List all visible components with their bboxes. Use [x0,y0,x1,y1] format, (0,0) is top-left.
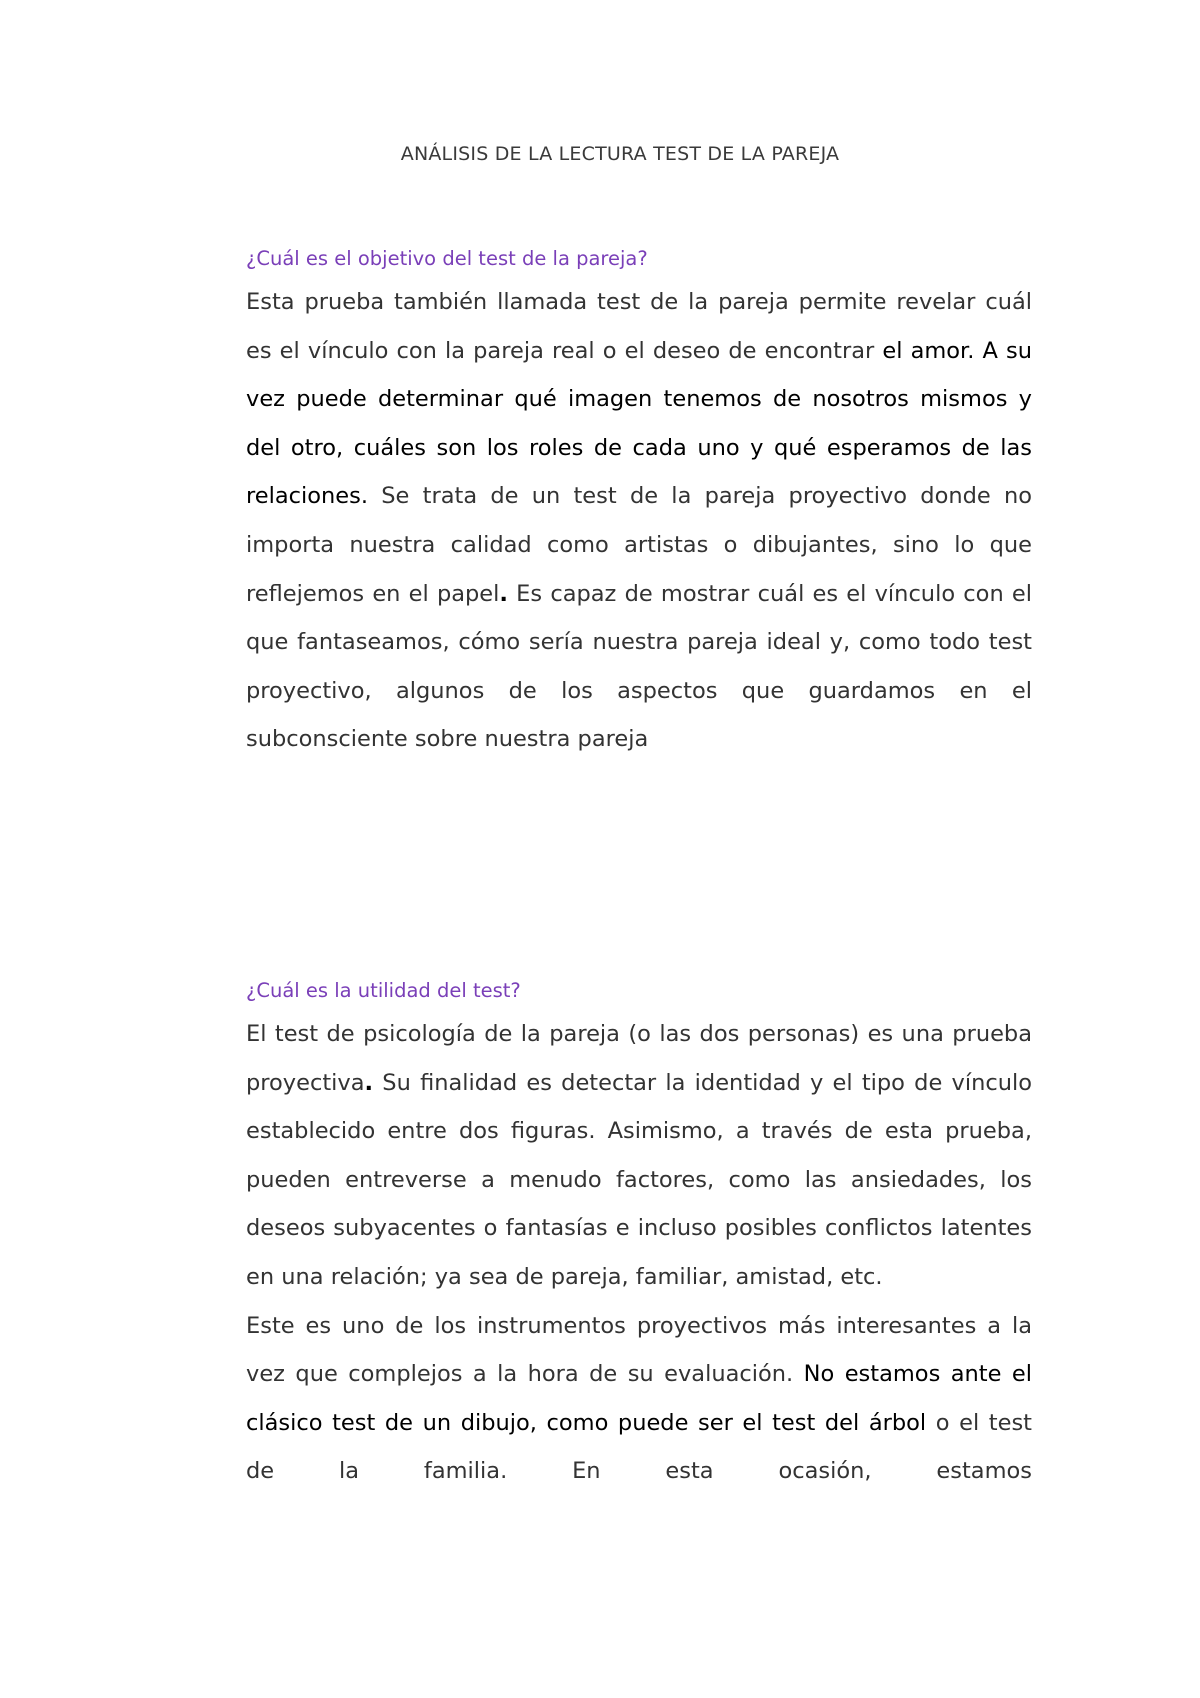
paragraph-objective [246,278,1032,764]
paragraph-utility [246,1010,1032,1302]
section-utility [246,976,1032,1496]
paragraph-text: o el test de la familia. En esta ocasión, estamos [246,1409,1032,1485]
paragraph-instruments [246,1302,1032,1496]
section-question-objective: ¿Cuál es el objetivo del test de la pareja? [246,247,648,270]
paragraph-text: Esta prueba también llamada test de la pareja permite revelar cuál es el vínculo con la pareja real o el deseo de encontrar [246,289,1032,364]
paragraph-text: . [499,580,508,607]
paragraph-text: . [364,1069,374,1096]
paragraph-text: Es capaz de mostrar cuál es el vínculo con el que fantaseamos, cómo sería nuestra pareja ideal y, como todo test proyectivo, algunos de los aspectos que guardamos en el subconsciente sobre nuestra pareja [246,580,1033,753]
paragraph-text: Se trata de un test de la pareja proyectivo donde no importa nuestra calidad como artistas o dibujantes, sino lo que reflejemos en el papel [246,483,1032,607]
section-question-utility: ¿Cuál es la utilidad del test? [246,979,521,1002]
paragraph-text: El test de psicología de la pareja (o las dos personas) es una prueba proyectiva [246,1021,1032,1096]
paragraph-text: Su finalidad es detectar la identidad y el tipo de vínculo establecido entre dos figuras. Asimismo, a través de esta prueba, pueden entreverse a menudo factores, como las ansiedades, los deseos subyacentes o fantasías e incluso posibles conflictos latentes en una relación; ya sea de pareja, familiar, amistad, etc. [246,1069,1032,1290]
paragraph-text: No estamos ante el clásico test de un dibujo, como puede ser el test del árbol [246,1361,1032,1436]
section-objective [246,244,1032,764]
paragraph-text: Este es uno de los instrumentos proyectivos más interesantes a la vez que complejos a la hora de su evaluación. [246,1312,1032,1388]
paragraph-text: el amor. A su vez puede determinar qué imagen tenemos de nosotros mismos y del otro, cuáles son los roles de cada uno y qué esperamos de las relaciones. [246,337,1033,510]
document-title: ANÁLISIS DE LA LECTURA TEST DE LA PAREJA [400,143,840,165]
